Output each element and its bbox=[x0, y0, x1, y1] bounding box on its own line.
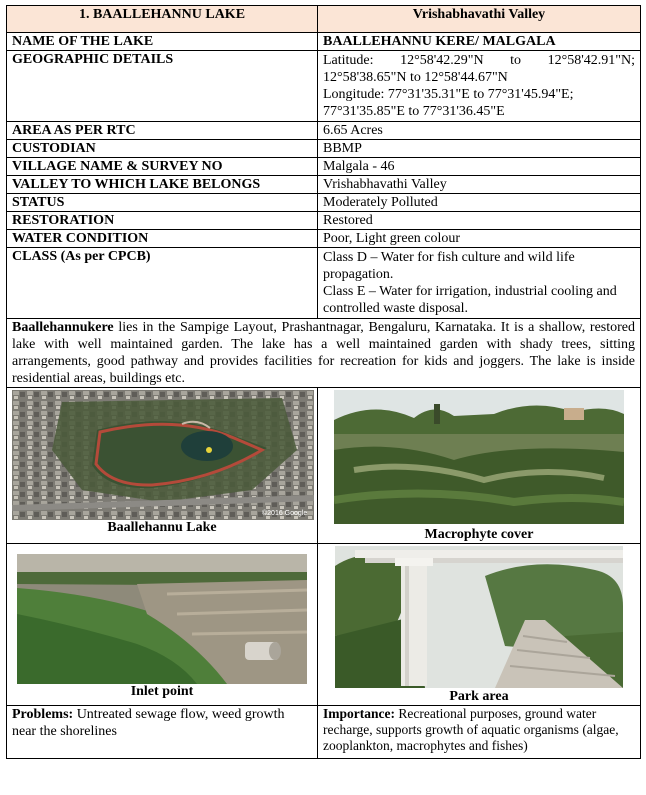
water-value: Poor, Light green colour bbox=[318, 230, 641, 248]
name-value: BAALLEHANNU KERE/ MALGALA bbox=[318, 33, 641, 51]
geo-lon-line2: 77°31'35.85"E to 77°31'36.45"E bbox=[323, 104, 505, 119]
description-lead: Baallehannukere bbox=[12, 320, 114, 335]
row-village bbox=[7, 158, 641, 176]
lake-details-table bbox=[6, 5, 641, 759]
photo-row-2 bbox=[7, 544, 641, 706]
importance-text: Recreational purposes, ground water recharge, supports growth of aquatic organisms (algae, zooplankton, macrophytes and fishes) bbox=[323, 706, 619, 753]
row-description bbox=[7, 319, 641, 388]
problems-text: Untreated sewage flow, weed growth near the shorelines bbox=[12, 707, 285, 739]
geo-lat-b: 12°58'42.29"N bbox=[400, 53, 484, 68]
photo-cell-macrophyte bbox=[318, 388, 641, 544]
geo-lat-c: to bbox=[510, 53, 522, 68]
description-text: lies in the Sampige Layout, Prashantnagar, Bengaluru, Karnataka. It is a shallow, restored lake with well maintained garden. The lake has a well maintained garden with shady trees, sitting arrangements, good pathway and provides facilities for recreation for kids and joggers. The lake is inside residential areas, buildings etc. bbox=[12, 320, 635, 386]
photo-cell-park bbox=[318, 544, 641, 706]
row-water bbox=[7, 230, 641, 248]
geo-lat-a: Latitude: bbox=[323, 53, 374, 68]
problems-label: Problems: bbox=[12, 707, 74, 722]
photo-cell-inlet bbox=[7, 544, 318, 706]
row-valley bbox=[7, 176, 641, 194]
problems-cell bbox=[7, 706, 318, 759]
geo-lat-line2: 12°58'38.65"N to 12°58'44.67"N bbox=[323, 70, 508, 85]
class-e: Class E – Water for irrigation, industrial cooling and controlled waste disposal. bbox=[323, 284, 617, 316]
geo-label: GEOGRAPHIC DETAILS bbox=[7, 51, 318, 122]
restoration-label: RESTORATION bbox=[7, 212, 318, 230]
row-status bbox=[7, 194, 641, 212]
row-geo bbox=[7, 51, 641, 122]
class-d: Class D – Water for fish culture and wild life propagation. bbox=[323, 250, 575, 282]
row-custodian bbox=[7, 140, 641, 158]
lake-aerial-image bbox=[12, 390, 314, 520]
valley-value: Vrishabhavathi Valley bbox=[318, 176, 641, 194]
row-restoration bbox=[7, 212, 641, 230]
description bbox=[7, 319, 641, 388]
importance-cell bbox=[318, 706, 641, 759]
park-photo bbox=[335, 546, 623, 688]
name-label: NAME OF THE LAKE bbox=[7, 33, 318, 51]
macrophyte-image bbox=[334, 390, 624, 524]
area-label: AREA AS PER RTC bbox=[7, 122, 318, 140]
class-value bbox=[318, 248, 641, 319]
row-area bbox=[7, 122, 641, 140]
park-caption: Park area bbox=[449, 689, 509, 704]
geo-lon-line1: Longitude: 77°31'35.31"E to 77°31'45.94"E; bbox=[323, 87, 574, 102]
map-watermark: ©2016 Google bbox=[262, 510, 308, 517]
class-label: CLASS (As per CPCB) bbox=[7, 248, 318, 319]
geo-value bbox=[318, 51, 641, 122]
macrophyte-photo bbox=[334, 390, 624, 524]
photo-cell-lake bbox=[7, 388, 318, 544]
inlet-photo bbox=[17, 554, 307, 684]
village-value: Malgala - 46 bbox=[318, 158, 641, 176]
village-label: VILLAGE NAME & SURVEY NO bbox=[7, 158, 318, 176]
area-value: 6.65 Acres bbox=[318, 122, 641, 140]
status-label: STATUS bbox=[7, 194, 318, 212]
row-class bbox=[7, 248, 641, 319]
valley-title: Vrishabhavathi Valley bbox=[318, 6, 641, 33]
custodian-label: CUSTODIAN bbox=[7, 140, 318, 158]
geo-lat-line1 bbox=[323, 52, 635, 69]
macrophyte-caption: Macrophyte cover bbox=[424, 527, 534, 542]
status-value: Moderately Polluted bbox=[318, 194, 641, 212]
inlet-caption: Inlet point bbox=[130, 684, 194, 699]
header-row bbox=[7, 6, 641, 33]
importance-label: Importance: bbox=[323, 706, 395, 721]
row-problems-importance bbox=[7, 706, 641, 759]
water-label: WATER CONDITION bbox=[7, 230, 318, 248]
park-image bbox=[335, 546, 623, 688]
valley-label: VALLEY TO WHICH LAKE BELONGS bbox=[7, 176, 318, 194]
custodian-value: BBMP bbox=[318, 140, 641, 158]
lake-title: 1. BAALLEHANNU LAKE bbox=[7, 6, 318, 33]
photo-row-1 bbox=[7, 388, 641, 544]
geo-lat-d: 12°58'42.91"N; bbox=[547, 53, 635, 68]
lake-caption: Baallehannu Lake bbox=[107, 520, 217, 535]
inlet-image bbox=[17, 554, 307, 684]
restoration-value: Restored bbox=[318, 212, 641, 230]
lake-aerial-photo bbox=[12, 390, 314, 520]
row-name bbox=[7, 33, 641, 51]
